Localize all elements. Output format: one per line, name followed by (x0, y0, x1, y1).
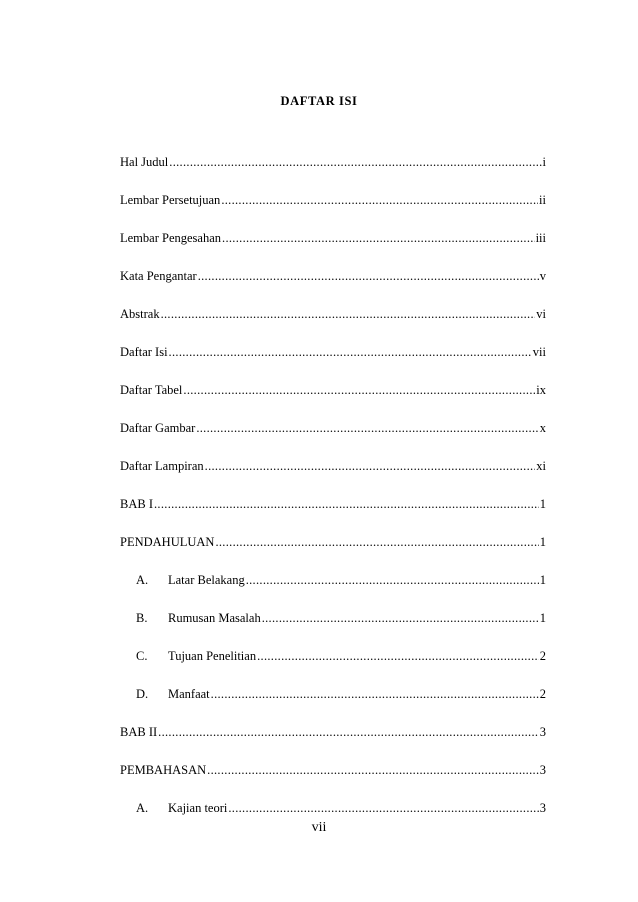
toc-entry-text: Daftar Gambar (120, 421, 196, 435)
toc-entry-text: BAB I (120, 497, 153, 511)
toc-dot-leader (169, 154, 541, 170)
toc-entry-rumusan-masalah (136, 610, 546, 626)
page-title: DAFTAR ISI (280, 94, 358, 108)
toc-entry-text: Lembar Persetujuan (120, 193, 221, 207)
toc-dot-leader (215, 534, 538, 550)
toc-entry-bab-ii (120, 724, 546, 740)
toc-entry-daftar-isi (120, 344, 546, 360)
toc-entry-page: 1 (539, 573, 546, 587)
toc-entry-page: 3 (539, 725, 546, 739)
toc-entry-text: Daftar Lampiran (120, 459, 204, 473)
toc-entry-text: Kata Pengantar (120, 269, 197, 283)
toc-entry-letter: B. (136, 611, 148, 625)
toc-entry-page: 3 (539, 763, 546, 777)
toc-dot-leader (207, 762, 539, 778)
toc-entry-text: Daftar Isi (120, 345, 168, 359)
toc-entry-text: Abstrak (120, 307, 160, 321)
toc-dot-leader (196, 420, 538, 436)
toc-entry-kata-pengantar (120, 268, 546, 284)
toc-entry-latar-belakang (136, 572, 546, 588)
toc-entry-page: ix (536, 383, 546, 397)
toc-entry-page: 1 (539, 535, 546, 549)
toc-entry-page: x (539, 421, 546, 435)
toc-entry-text: Tujuan Penelitian (168, 649, 257, 663)
toc-entry-hal-judul (120, 154, 546, 170)
toc-dot-leader (228, 800, 538, 816)
toc-entry-letter: A. (136, 801, 149, 815)
toc-entry-text: Kajian teori (168, 801, 228, 815)
toc-entry-page: 1 (539, 497, 546, 511)
toc-entry-daftar-gambar (120, 420, 546, 436)
toc-dot-leader (222, 230, 535, 246)
toc-entry-abstrak (120, 306, 546, 322)
toc-entry-text: BAB II (120, 725, 158, 739)
toc-entry-page: iii (535, 231, 546, 245)
toc-entry-text: Manfaat (168, 687, 210, 701)
toc-entry-page: v (539, 269, 546, 283)
toc-entry-text: Daftar Tabel (120, 383, 183, 397)
toc-entry-text: Rumusan Masalah (168, 611, 261, 625)
toc-dot-leader (183, 382, 535, 398)
toc-entry-tujuan-penelitian (136, 648, 546, 664)
toc-dot-leader (211, 686, 539, 702)
toc-entry-page: 1 (539, 611, 546, 625)
toc-entry-letter: A. (136, 573, 149, 587)
toc-entry-page: 2 (539, 687, 546, 701)
toc-entry-text: Hal Judul (120, 155, 169, 169)
toc-dot-leader (262, 610, 539, 626)
toc-entry-lembar-persetujuan (120, 192, 546, 208)
toc-entry-page: i (542, 155, 546, 169)
toc-entry-page: 2 (539, 649, 546, 663)
toc-dot-leader (257, 648, 539, 664)
toc-entry-page: vii (532, 345, 546, 359)
toc-entry-text: Latar Belakang (168, 573, 245, 587)
toc-entry-daftar-tabel (120, 382, 546, 398)
toc-entry-text: PEMBAHASAN (120, 763, 207, 777)
toc-dot-leader (221, 192, 538, 208)
toc-dot-leader (169, 344, 532, 360)
toc-entry-daftar-lampiran (120, 458, 546, 474)
toc-entry-page: ii (539, 193, 546, 207)
toc-dot-leader (158, 724, 539, 740)
toc-entry-page: 3 (539, 801, 546, 815)
toc-entry-bab-i (120, 496, 546, 512)
toc-dot-leader (246, 572, 539, 588)
toc-entry-pembahasan (120, 762, 546, 778)
toc-entry-letter: D. (136, 687, 149, 701)
toc-entry-text: Lembar Pengesahan (120, 231, 222, 245)
toc-entry-manfaat (136, 686, 546, 702)
toc-dot-leader (205, 458, 536, 474)
toc-entry-page: xi (536, 459, 546, 473)
toc-dot-leader (198, 268, 539, 284)
page-number: vii (311, 820, 327, 835)
toc-entry-letter: C. (136, 649, 148, 663)
toc-dot-leader (161, 306, 536, 322)
toc-dot-leader (154, 496, 539, 512)
toc-entry-lembar-pengesahan (120, 230, 546, 246)
toc-entry-kajian-teori (136, 800, 546, 816)
toc-entry-pendahuluan (120, 534, 546, 550)
toc-entry-page: vi (536, 307, 546, 321)
toc-entry-text: PENDAHULUAN (120, 535, 215, 549)
